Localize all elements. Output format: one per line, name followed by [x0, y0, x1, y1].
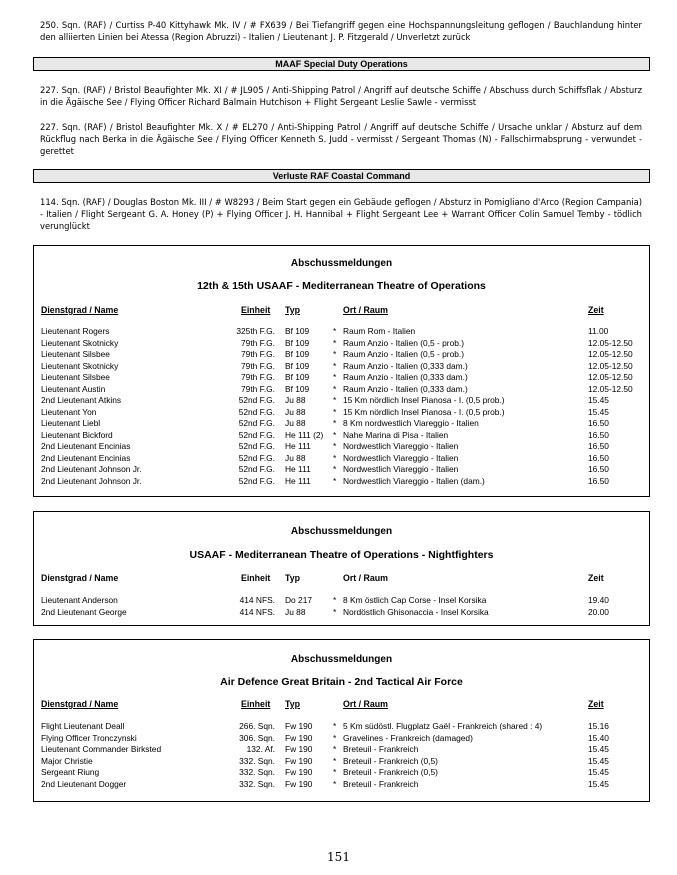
table-row: Flying Officer Tronczynski 306. Sqn. Fw 190 * Gravelines - Frankreich (damaged) 15.40	[41, 732, 609, 743]
table-row: Lieutenant Yon 52nd F.G. Ju 88 * 15 Km nördlich Insel Pianosa - I. (0,5 prob.) 15.45	[41, 406, 609, 417]
col-header-type: Typ	[285, 305, 300, 315]
loss-entry-227-sqn-el270: 227. Sqn. (RAF) / Bristol Beaufighter Mk. X / # EL270 / Anti-Shipping Patrol / Angriff auf deutsche Schiffe / Ursache unklar / Absturz auf dem Rückflug nach Berka in die Ägäische See / Flying Officer Kenneth S. Judd - vermisst / Sergeant Thomas (N) - Fallschirmabsprung - verwundet - gerettet	[40, 122, 642, 156]
table-row: Lieutenant Rogers 325th F.G. Bf 109 * Raum Rom - Italien 11.00	[41, 326, 609, 336]
col-header-unit: Einheit	[241, 699, 271, 709]
page-number: 151	[327, 850, 350, 864]
col-header-unit: Einheit	[241, 305, 271, 315]
col-header-time: Zeit	[588, 305, 604, 315]
section-title-maaf: MAAF Special Duty Operations	[33, 57, 650, 71]
col-header-name: Dienstgrad / Name	[41, 573, 119, 583]
table-row: Major Christie 332. Sqn. Fw 190 * Breteuil - Frankreich (0,5) 15.45	[41, 755, 609, 766]
box-heading: Abschussmeldungen	[290, 258, 393, 269]
col-header-place: Ort / Raum	[343, 305, 388, 315]
table-row: Lieutenant Anderson 414 NFS. Do 217 * 8 Km östlich Cap Corse - Insel Korsika 19.40	[41, 595, 609, 605]
table-row: 2nd Lieutenant Encinias 52nd F.G. He 111 * Nordwestlich Viareggio - Italien 16.50	[41, 441, 609, 451]
col-header-time: Zeit	[588, 573, 604, 583]
loss-entry-114-sqn: 114. Sqn. (RAF) / Douglas Boston Mk. III / # W8293 / Beim Start gegen ein Gebäude geflogen / Absturz in Pomigliano d'Arco (Region Campania) - Italien / Flight Sergeant G. A. Honey (P) + Flying Officer J. H. Hannibal + Flight Sergeant Lee + Warrant Officer Colin Samuel Temby - tödlich verunglückt	[40, 197, 642, 231]
claims-box-adgb-2taf	[33, 639, 650, 802]
table-row: Lieutenant Liebl 52nd F.G. Ju 88 * 8 Km nordwestlich Viareggio - Italien 16.50	[41, 418, 609, 428]
loss-entry-250-sqn: 250. Sqn. (RAF) / Curtiss P-40 Kittyhawk Mk. IV / # FX639 / Bei Tiefangriff gegen eine Hochspannungsleitung geflogen / Bauchlandung hinter den alliierten Linien bei Atessa (Region Abruzzi) - Italien / Lieutenant J. P. Fitzgerald / Unverletzt zurück	[40, 20, 642, 42]
table-row: Lieutenant Silsbee 79th F.G. Bf 109 * Raum Anzio - Italien (0,333 dam.) 12.05-12.50	[41, 372, 633, 382]
table-row: Sergeant Riung 332. Sqn. Fw 190 * Breteuil - Frankreich (0,5) 15.45	[41, 767, 609, 777]
claims-table-body	[34, 326, 649, 487]
table-row: Lieutenant Austin 79th F.G. Bf 109 * Raum Anzio - Italien (0,333 dam.) 12.05-12.50	[41, 383, 633, 394]
table-row: 2nd Lieutenant Dogger 332. Sqn. Fw 190 * Breteuil - Frankreich 15.45	[41, 778, 609, 789]
claims-table-body	[34, 595, 649, 618]
table-row: 2nd Lieutenant Johnson Jr. 52nd F.G. He 111 * Nordwestlich Viareggio - Italien (dam.) 16.50	[41, 475, 609, 486]
section-title-coastal: Verluste RAF Coastal Command	[33, 169, 650, 183]
table-row: Lieutenant Bickford 52nd F.G. He 111 (2) * Nahe Marina di Pisa - Italien 16.50	[41, 429, 609, 440]
col-header-place: Ort / Raum	[343, 573, 388, 583]
table-row: Lieutenant Skotnicky 79th F.G. Bf 109 * Raum Anzio - Italien (0,5 - prob.) 12.05-12.50	[41, 337, 633, 348]
col-header-type: Typ	[285, 573, 300, 583]
col-header-name: Dienstgrad / Name	[41, 305, 119, 315]
box-subheading: USAAF - Mediterranean Theatre of Operations - Nightfighters	[189, 549, 494, 561]
claims-box-usaaf-nightfighters	[33, 511, 650, 626]
col-header-type: Typ	[285, 699, 300, 709]
box-heading: Abschussmeldungen	[290, 654, 393, 665]
table-row: 2nd Lieutenant Johnson Jr. 52nd F.G. He 111 * Nordwestlich Viareggio - Italien 16.50	[41, 464, 609, 474]
col-header-unit: Einheit	[241, 573, 271, 583]
table-row: 2nd Lieutenant Atkins 52nd F.G. Ju 88 * 15 Km nördlich Insel Pianosa - I. (0,5 prob.) 15.45	[41, 395, 609, 405]
claims-table-body	[34, 721, 649, 790]
box-subheading: 12th & 15th USAAF - Mediterranean Theatre of Operations	[197, 280, 486, 292]
table-row: 2nd Lieutenant Encinias 52nd F.G. Ju 88 * Nordwestlich Viareggio - Italien 16.50	[41, 452, 609, 463]
col-header-time: Zeit	[588, 699, 604, 709]
col-header-name: Dienstgrad / Name	[41, 699, 119, 709]
col-header-place: Ort / Raum	[343, 699, 388, 709]
box-heading: Abschussmeldungen	[290, 526, 393, 537]
table-row: Lieutenant Commander Birksted 132. Af. Fw 190 * Breteuil - Frankreich 15.45	[41, 744, 609, 754]
table-row: Flight Lieutenant Deall 266. Sqn. Fw 190 * 5 Km südöstl. Flugplatz Gaël - Frankreich (shared : 4) 15.16	[41, 721, 609, 731]
table-row: Lieutenant Skotnicky 79th F.G. Bf 109 * Raum Anzio - Italien (0,333 dam.) 12.05-12.50	[41, 360, 633, 371]
box-subheading: Air Defence Great Britain - 2nd Tactical Air Force	[220, 676, 463, 688]
loss-entry-227-sqn-jl905: 227. Sqn. (RAF) / Bristol Beaufighter Mk. XI / # JL905 / Anti-Shipping Patrol / Angriff auf deutsche Schiffe / Abschuss durch Schiffsflak / Absturz in die Ägäische See / Flying Officer Richard Balmain Hutchison + Flight Sergeant Leslie Sawle - vermisst	[40, 85, 642, 107]
claims-box-usaaf-mto	[33, 245, 650, 497]
table-row: Lieutenant Silsbee 79th F.G. Bf 109 * Raum Anzio - Italien (0,5 - prob.) 12.05-12.50	[41, 349, 633, 359]
table-row: 2nd Lieutenant George 414 NFS. Ju 88 * Nordöstlich Ghisonaccia - Insel Korsika 20.00	[41, 606, 609, 617]
